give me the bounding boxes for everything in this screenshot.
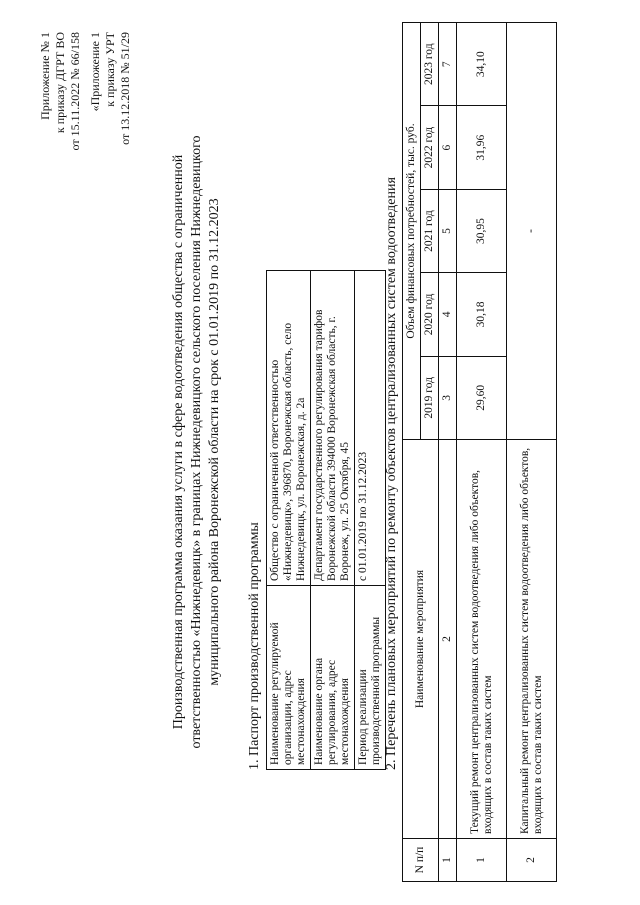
passport-table xyxy=(266,270,386,770)
index-cell: 1 xyxy=(439,839,457,882)
table-row xyxy=(267,271,311,770)
annex-1-line: Приложение № 1 xyxy=(38,32,52,120)
rotated-sheet xyxy=(20,22,620,882)
index-cell: 4 xyxy=(439,273,457,356)
passport-label: Период реализации производственной программы xyxy=(355,586,386,770)
passport-label: Наименование регулируемой организации, адрес местонахождения xyxy=(267,586,311,770)
year-header: 2023 год xyxy=(421,23,439,106)
index-cell: 3 xyxy=(439,356,457,439)
row-num: 2 xyxy=(507,839,557,882)
annex-1-line: от 15.11.2022 № 66/158 xyxy=(68,32,82,151)
index-cell: 6 xyxy=(439,106,457,189)
annex-2-line: от 13.12.2018 № 51/29 xyxy=(118,32,132,145)
document-title xyxy=(170,132,224,752)
row-value: 30,95 xyxy=(457,189,507,272)
table-header-row xyxy=(403,23,421,882)
row-name: Текущий ремонт централизованных систем водоотведения либо объектов, входящих в состав таких систем xyxy=(457,440,507,839)
passport-label: Наименование органа регулирования, адрес местонахождения xyxy=(311,586,355,770)
row-value: 30,18 xyxy=(457,273,507,356)
table-row xyxy=(311,271,355,770)
year-header: 2022 год xyxy=(421,106,439,189)
title-line: Производственная программа оказания услуги в сфере водоотведения общества с ограниченной xyxy=(171,154,186,730)
row-name: Капитальный ремонт централизованных систем водоотведения либо объектов, входящих в состав таких систем xyxy=(507,440,557,839)
col-num-header: N п/п xyxy=(403,839,439,882)
year-header: 2020 год xyxy=(421,273,439,356)
index-cell: 5 xyxy=(439,189,457,272)
table-row xyxy=(457,23,507,882)
row-value: - xyxy=(507,23,557,440)
annex-2-line: «Приложение 1 xyxy=(88,32,102,112)
index-cell: 7 xyxy=(439,23,457,106)
passport-value: Общество с ограниченной ответственностью «Нижнедевицк», 396870, Воронежская область, село Нижнедевицк, ул. Воронежская, д. 2а xyxy=(267,271,311,586)
row-value: 29,60 xyxy=(457,356,507,439)
col-name-header: Наименование мероприятия xyxy=(403,440,439,839)
table-index-row xyxy=(439,23,457,882)
annex-2-line: к приказу УРТ xyxy=(103,32,117,107)
passport-value: с 01.01.2019 по 31.12.2023 xyxy=(355,271,386,586)
row-value: 34,10 xyxy=(457,23,507,106)
index-cell: 2 xyxy=(439,440,457,839)
table-row xyxy=(355,271,386,770)
title-line: муниципального района Воронежской области на срок с 01.01.2019 по 31.12.2023 xyxy=(207,198,222,686)
col-volume-header: Объем финансовых потребностей, тыс. руб. xyxy=(403,23,421,440)
year-header: 2021 год xyxy=(421,189,439,272)
annex-1-line: к приказу ДГРТ ВО xyxy=(53,32,67,134)
section-2-heading: 2. Перечень плановых мероприятий по ремонту объектов централизованных систем водоотведения xyxy=(384,177,399,770)
year-header: 2019 год xyxy=(421,356,439,439)
row-value: 31,96 xyxy=(457,106,507,189)
passport-value: Департамент государственного регулирования тарифов Воронежской области 394000 Воронежская область, г. Воронеж, ул. 25 Октября, 45 xyxy=(311,271,355,586)
title-line: ответственностью «Нижнедевицк» в границах Нижнедевицкого сельского поселения Нижнедевицкого xyxy=(189,135,204,749)
annex-1-block xyxy=(38,32,83,242)
row-num: 1 xyxy=(457,839,507,882)
repair-plan-table xyxy=(402,22,557,882)
section-1-heading: 1. Паспорт производственной программы xyxy=(247,522,262,770)
annex-2-block xyxy=(88,32,133,242)
table-row xyxy=(507,23,557,882)
